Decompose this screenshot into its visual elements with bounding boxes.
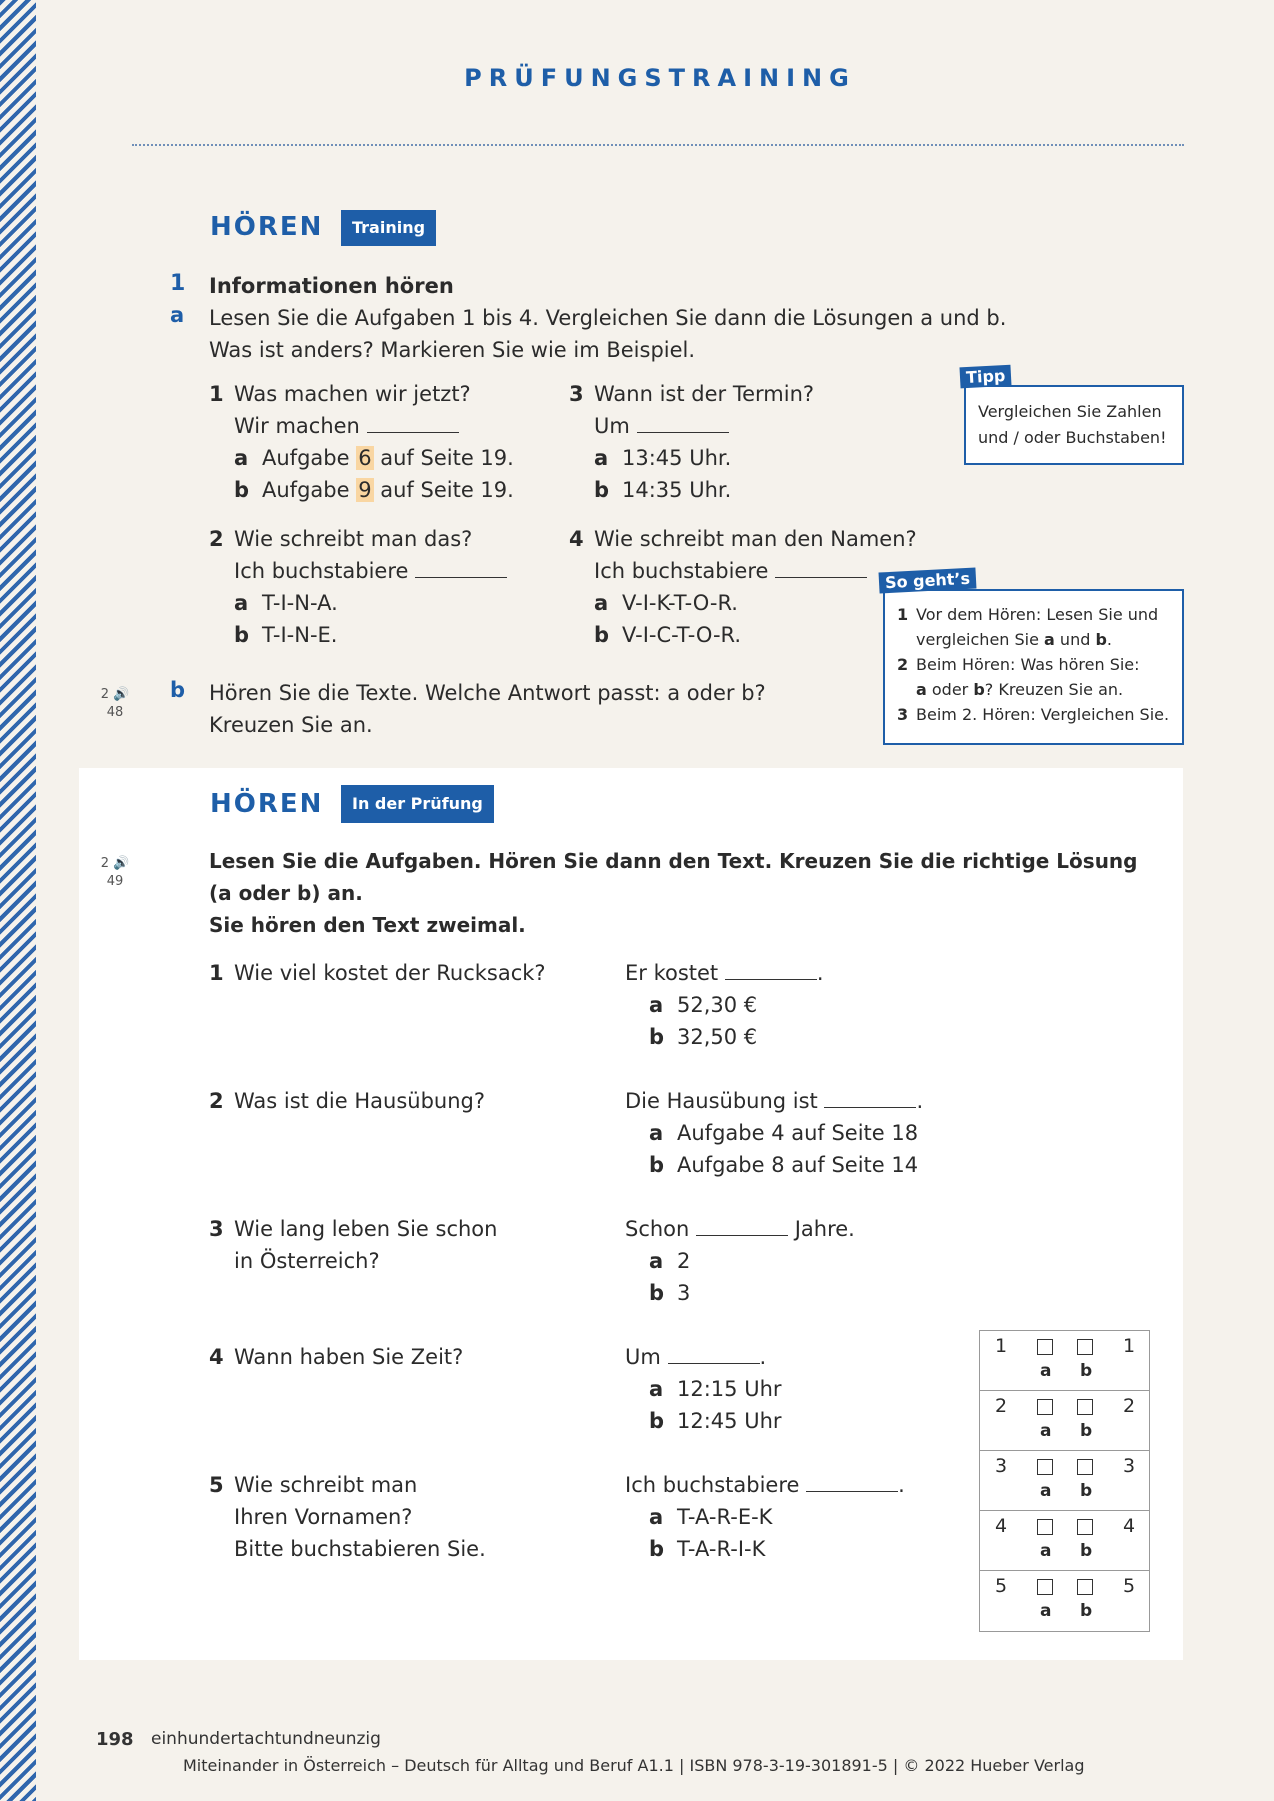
exam-instruction-line3: Sie hören den Text zweimal. <box>209 913 526 937</box>
answer-blank <box>806 1470 898 1492</box>
exam-instruction-line1: Lesen Sie die Aufgaben. Hören Sie dann den Text. Kreuzen Sie die richtige Lösung <box>209 849 1138 873</box>
training-question-2 <box>209 523 507 651</box>
part-b-label: b <box>170 678 186 702</box>
question-prompt: Um <box>594 414 630 438</box>
question-text: Wie viel kostet der Rucksack? <box>234 961 546 985</box>
tipp-line1: Vergleichen Sie Zahlen <box>978 402 1162 421</box>
option-text: Aufgabe <box>262 478 357 502</box>
question-text: Ihren Vornamen? <box>234 1505 413 1529</box>
answer-checkbox-a[interactable] <box>1037 1579 1053 1595</box>
task-number: 1 <box>170 271 186 296</box>
speaker-icon: 🔊 <box>113 687 130 702</box>
option-text: 14:35 Uhr. <box>622 478 732 502</box>
speaker-icon: 🔊 <box>113 856 130 871</box>
option-text: Aufgabe <box>262 446 357 470</box>
option-text: 52,30 € <box>677 993 758 1017</box>
question-text: Was machen wir jetzt? <box>234 382 471 406</box>
page-number-words: einhundertachtundneunzig <box>151 1729 381 1749</box>
step-text: ? Kreuzen Sie an. <box>984 680 1124 699</box>
question-number: 5 <box>209 1473 224 1497</box>
exam-question-1-text <box>209 957 546 989</box>
grid-number-left: 3 <box>995 1455 1008 1477</box>
option-letter: b <box>594 623 610 647</box>
option-letter: a <box>649 1505 664 1529</box>
option-letter: a <box>649 1377 664 1401</box>
answer-checkbox-a[interactable] <box>1037 1399 1053 1415</box>
page-number: 198 <box>96 1729 134 1750</box>
grid-number-right: 3 <box>1123 1455 1136 1477</box>
question-text: Wann ist der Termin? <box>594 382 815 406</box>
step-letter: a <box>916 680 927 699</box>
answer-blank <box>725 958 817 980</box>
question-prompt: Ich buchstabiere <box>234 559 409 583</box>
copyright-line: Miteinander in Österreich – Deutsch für Alltag und Beruf A1.1 | ISBN 978-3-19-301891-5 | © 2022 Hueber Verlag <box>183 1756 1085 1775</box>
question-text: Wie schreibt man den Namen? <box>594 527 917 551</box>
audio-track-49[interactable] <box>95 855 135 891</box>
answer-checkbox-b[interactable] <box>1077 1339 1093 1355</box>
track-number: 49 <box>106 874 124 889</box>
question-number: 3 <box>569 382 584 406</box>
option-letter: b <box>649 1409 665 1433</box>
step-text: Beim Hören: Was hören Sie: <box>916 655 1140 674</box>
option-text: T-I-N-A. <box>262 591 338 615</box>
answer-checkbox-b[interactable] <box>1077 1399 1093 1415</box>
tipp-label: Tipp <box>959 365 1011 389</box>
option-text: T-A-R-I-K <box>677 1537 766 1561</box>
option-letter: a <box>649 993 664 1017</box>
option-letter: a <box>594 591 609 615</box>
answer-grid-row <box>980 1451 1149 1511</box>
option-text: 12:45 Uhr <box>677 1409 782 1433</box>
step-text: . <box>1106 630 1112 649</box>
option-text: 2 <box>677 1249 691 1273</box>
option-text: 3 <box>677 1281 691 1305</box>
question-prompt: Ich buchstabiere <box>594 559 769 583</box>
question-number: 4 <box>569 527 584 551</box>
question-prompt: Wir machen <box>234 414 360 438</box>
grid-number-right: 2 <box>1123 1395 1136 1417</box>
part-a-label: a <box>170 303 185 327</box>
exam-question-3-text <box>209 1213 497 1277</box>
answer-blank <box>637 411 729 433</box>
exam-heading: HÖREN <box>210 789 324 819</box>
training-question-4 <box>569 523 917 651</box>
cd-number: 2 <box>100 687 109 702</box>
answer-checkbox-a[interactable] <box>1037 1519 1053 1535</box>
option-letter: a <box>234 446 249 470</box>
option-letter: b <box>594 478 610 502</box>
grid-letter-b: b <box>1080 1481 1093 1501</box>
task-title: Informationen hören <box>209 274 454 298</box>
exam-tag: In der Prüfung <box>341 785 494 823</box>
grid-number-left: 4 <box>995 1515 1008 1537</box>
answer-blank <box>668 1342 760 1364</box>
option-text: Aufgabe 8 auf Seite 14 <box>677 1153 919 1177</box>
grid-letter-b: b <box>1080 1541 1093 1561</box>
exam-question-5-text <box>209 1469 486 1565</box>
page-title: PRÜFUNGSTRAINING <box>464 64 856 92</box>
answer-blank <box>415 556 507 578</box>
step-text: oder <box>926 680 974 699</box>
prompt-end: . <box>898 1473 905 1497</box>
grid-number-left: 2 <box>995 1395 1008 1417</box>
question-number: 4 <box>209 1345 224 1369</box>
option-letter: b <box>234 478 250 502</box>
question-prompt: Die Hausübung ist <box>625 1089 818 1113</box>
exam-question-4-options <box>625 1341 782 1437</box>
dotted-divider <box>132 144 1184 146</box>
question-text: Wie schreibt man <box>234 1473 418 1497</box>
option-letter: a <box>649 1249 664 1273</box>
so-gehts-box <box>883 589 1184 745</box>
step-letter: b <box>1095 630 1107 649</box>
question-text: in Österreich? <box>234 1249 380 1273</box>
answer-grid-row <box>980 1571 1149 1631</box>
grid-number-left: 5 <box>995 1575 1008 1597</box>
option-text: V-I-C-T-O-R. <box>622 623 742 647</box>
step-text: vergleichen Sie <box>916 630 1045 649</box>
answer-checkbox-b[interactable] <box>1077 1519 1093 1535</box>
answer-grid-row <box>980 1331 1149 1391</box>
training-question-3 <box>569 378 814 506</box>
grid-letter-a: a <box>1040 1481 1052 1501</box>
answer-blank <box>367 411 459 433</box>
question-text: Bitte buchstabieren Sie. <box>234 1537 486 1561</box>
part-a-instruction-line1: Lesen Sie die Aufgaben 1 bis 4. Vergleichen Sie dann die Lösungen a und b. <box>209 306 1007 330</box>
so-gehts-label: So geht’s <box>879 567 977 593</box>
training-heading: HÖREN <box>210 212 324 242</box>
option-letter: b <box>649 1281 665 1305</box>
answer-blank <box>775 556 867 578</box>
question-prompt: Er kostet <box>625 961 719 985</box>
answer-checkbox-b[interactable] <box>1077 1579 1093 1595</box>
grid-letter-b: b <box>1080 1421 1093 1441</box>
question-prompt: Ich buchstabiere <box>625 1473 800 1497</box>
option-letter: b <box>649 1153 665 1177</box>
part-a-instruction-line2: Was ist anders? Markieren Sie wie im Beispiel. <box>209 338 696 362</box>
question-number: 1 <box>209 382 224 406</box>
option-text: T-A-R-E-K <box>677 1505 773 1529</box>
prompt-end: . <box>816 961 824 985</box>
question-prompt: Um <box>625 1345 661 1369</box>
grid-number-right: 1 <box>1123 1335 1136 1357</box>
part-b-instruction-line1: Hören Sie die Texte. Welche Antwort passt: a oder b? <box>209 681 766 705</box>
grid-letter-a: a <box>1040 1361 1052 1381</box>
option-text: V-I-K-T-O-R. <box>622 591 738 615</box>
question-text: Wann haben Sie Zeit? <box>234 1345 464 1369</box>
grid-letter-a: a <box>1040 1541 1052 1561</box>
answer-blank <box>824 1086 916 1108</box>
prompt-end: . <box>916 1089 924 1113</box>
option-letter: b <box>234 623 250 647</box>
question-number: 1 <box>209 961 224 985</box>
option-text: auf Seite 19. <box>373 478 514 502</box>
exam-question-5-options <box>625 1469 905 1565</box>
grid-letter-b: b <box>1080 1361 1093 1381</box>
grid-letter-b: b <box>1080 1601 1093 1621</box>
question-prompt: Schon <box>625 1217 690 1241</box>
question-number: 2 <box>209 527 224 551</box>
exam-question-1-options <box>625 957 824 1053</box>
option-text: 32,50 € <box>677 1025 758 1049</box>
prompt-end: . <box>759 1345 767 1369</box>
grid-letter-a: a <box>1040 1601 1052 1621</box>
grid-number-right: 5 <box>1123 1575 1136 1597</box>
step-text: Vor dem Hören: Lesen Sie und <box>916 605 1159 624</box>
option-letter: b <box>649 1025 665 1049</box>
grid-letter-a: a <box>1040 1421 1052 1441</box>
exam-question-3-options <box>625 1213 855 1309</box>
option-text: 13:45 Uhr. <box>622 446 732 470</box>
exam-question-2-text <box>209 1085 485 1117</box>
question-text: Was ist die Hausübung? <box>234 1089 485 1113</box>
step-letter: a <box>1044 630 1055 649</box>
step-number: 2 <box>897 655 909 674</box>
option-letter: a <box>234 591 249 615</box>
training-tag: Training <box>341 210 436 246</box>
answer-grid <box>979 1330 1150 1632</box>
decorative-stripe <box>0 0 36 1801</box>
question-text: Wie lang leben Sie schon <box>234 1217 498 1241</box>
highlight-mark: 6 <box>358 446 372 470</box>
training-question-1 <box>209 378 514 506</box>
tipp-line2: und / oder Buchstaben! <box>978 428 1167 447</box>
grid-number-right: 4 <box>1123 1515 1136 1537</box>
answer-grid-row <box>980 1391 1149 1451</box>
option-letter: b <box>649 1537 665 1561</box>
step-number: 3 <box>897 705 909 724</box>
answer-checkbox-a[interactable] <box>1037 1339 1053 1355</box>
answer-checkbox-b[interactable] <box>1077 1459 1093 1475</box>
step-number: 1 <box>897 605 909 624</box>
highlight-mark: 9 <box>358 478 372 502</box>
audio-track-48[interactable] <box>95 686 135 722</box>
answer-checkbox-a[interactable] <box>1037 1459 1053 1475</box>
question-number: 3 <box>209 1217 224 1241</box>
option-letter: a <box>649 1121 664 1145</box>
answer-grid-row <box>980 1511 1149 1571</box>
question-text: Wie schreibt man das? <box>234 527 473 551</box>
answer-blank <box>696 1214 788 1236</box>
grid-number-left: 1 <box>995 1335 1008 1357</box>
step-text: und <box>1054 630 1096 649</box>
tipp-box <box>964 385 1184 465</box>
prompt-end: Jahre. <box>788 1217 855 1241</box>
option-text: auf Seite 19. <box>373 446 514 470</box>
part-b-instruction-line2: Kreuzen Sie an. <box>209 713 373 737</box>
exam-question-4-text <box>209 1341 463 1373</box>
step-text: Beim 2. Hören: Vergleichen Sie. <box>916 705 1170 724</box>
option-text: 12:15 Uhr <box>677 1377 782 1401</box>
cd-number: 2 <box>100 856 109 871</box>
track-number: 48 <box>106 705 124 720</box>
step-letter: b <box>973 680 985 699</box>
option-text: T-I-N-E. <box>262 623 338 647</box>
question-number: 2 <box>209 1089 224 1113</box>
option-letter: a <box>594 446 609 470</box>
exam-question-2-options <box>625 1085 923 1181</box>
option-text: Aufgabe 4 auf Seite 18 <box>677 1121 919 1145</box>
exam-instruction-line2: (a oder b) an. <box>209 881 363 905</box>
